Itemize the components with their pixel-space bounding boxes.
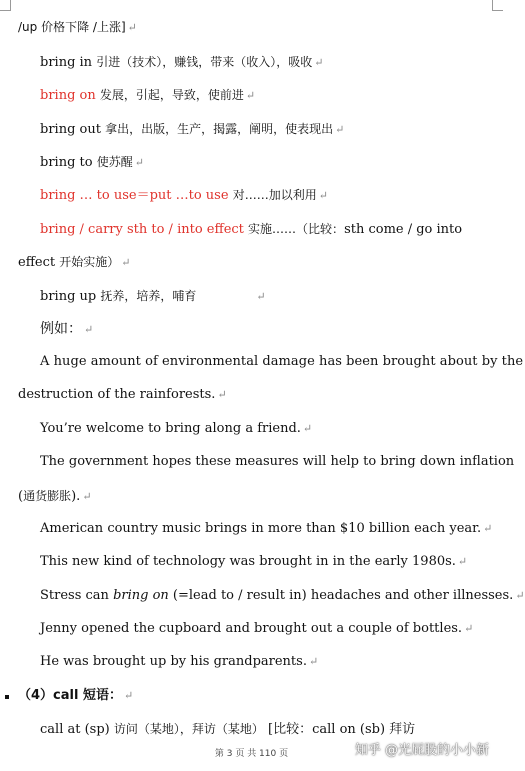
paragraph-mark-icon: ↵ (82, 490, 92, 503)
phrase-term: bring / carry sth to / into effect (40, 222, 244, 237)
example-text: ( (18, 489, 24, 504)
paragraph-mark-icon: ↵ (464, 622, 474, 635)
paragraph-mark-icon: ↵ (318, 189, 328, 202)
section-title: （4）call 短语： (18, 688, 122, 703)
paragraph-mark-icon: ↵ (515, 589, 525, 602)
phrase-term: bring to (40, 155, 93, 170)
paragraph-mark-icon: ↵ (84, 323, 94, 336)
page-footer: 第 3 页 共 110 页 (214, 749, 289, 759)
phrase-line (40, 53, 503, 72)
example-text: He was brought up by his grandparents. (40, 654, 307, 669)
bullet-icon (5, 695, 9, 699)
phrase-term: bring … to use＝put …to use (40, 188, 229, 203)
example-sentence (40, 587, 525, 605)
phrase-term: bring out (40, 122, 101, 137)
paragraph-mark-icon: ↵ (127, 21, 137, 34)
example-sentence (40, 653, 503, 671)
phrase-line (40, 720, 503, 739)
paragraph-mark-icon: ↵ (256, 290, 266, 303)
example-text: This new kind of technology was brought in in the early 1980s. (40, 554, 456, 569)
example-text: American country music brings in more than $10 billion each year. (40, 521, 482, 536)
phrase-meaning: 引进（技术），赚钱，带来（收入），吸收 (96, 55, 313, 69)
phrase-meaning: 实施……（比较： (248, 222, 345, 236)
example-text: Stress can (40, 588, 114, 603)
phrase-line (40, 86, 503, 105)
paragraph-mark-icon: ↵ (335, 123, 345, 136)
phrase-comparison: sth come / go into (344, 222, 463, 237)
paragraph-mark-icon: ↵ (308, 655, 319, 668)
phrase-meaning: 拿出，出版，生产，揭露，阐明，使表现出 (105, 122, 334, 136)
paragraph-mark-icon: ↵ (483, 522, 493, 535)
example-text: destruction of the rainforests. (18, 387, 216, 402)
paragraph-mark-icon: ↵ (123, 689, 134, 702)
example-text: (=lead to / result in) headaches and other illnesses. (168, 588, 514, 603)
phrase-term: bring on (40, 88, 96, 103)
paragraph-mark-icon: ↵ (457, 555, 468, 568)
example-sentence (40, 620, 503, 638)
phrase-meaning: 访问（某地），拜访（某地） (113, 722, 264, 736)
phrase-line (40, 120, 503, 139)
paragraph-mark-icon: ↵ (302, 422, 313, 435)
example-sentence (40, 353, 524, 371)
line-text: /up 价格下降 /上涨] (18, 20, 126, 34)
paragraph-mark-icon: ↵ (134, 156, 144, 169)
examples-heading (40, 320, 503, 339)
page-corner-top-right (492, 0, 503, 11)
paragraph-mark-icon: ↵ (314, 56, 324, 69)
phrase-meaning: 开始实施） (59, 255, 120, 269)
example-text: You’re welcome to bring along a friend. (40, 421, 301, 436)
phrase-meaning: 对……加以利用 (232, 188, 317, 202)
paragraph-mark-icon: ↵ (121, 256, 131, 269)
phrase-term: call at (sp) (40, 722, 110, 737)
phrase-term: bring in (40, 55, 93, 70)
phrase-meaning: 抚养，培养，哺育 (100, 289, 197, 303)
phrase-term: effect (18, 255, 56, 270)
phrase-meaning: 发展，引起，导致，使前进 (99, 88, 244, 102)
example-sentence-continued (18, 386, 503, 404)
example-sentence (40, 520, 503, 538)
phrase-comparison: [比较：call on (sb) 拜访 (268, 722, 416, 737)
example-sentence (40, 420, 503, 438)
examples-label: 例如： (40, 321, 82, 337)
phrase-line (40, 287, 503, 306)
phrase-line (40, 220, 503, 239)
example-text: 通货膨胀 (23, 489, 72, 503)
example-text: A huge amount of environmental damage has been brought about by the (40, 354, 524, 369)
example-text: ). (71, 489, 81, 504)
example-text: Jenny opened the cupboard and brought out a couple of bottles. (40, 621, 463, 636)
page-corner-top-left (0, 0, 11, 11)
text-line (18, 18, 503, 37)
example-sentence (40, 553, 503, 571)
phrase-meaning: 使苏醒 (96, 155, 133, 169)
phrase-line (40, 153, 503, 172)
phrase-line-continued (18, 253, 503, 272)
example-text-italic: bring on (113, 588, 169, 603)
example-sentence (40, 453, 515, 471)
section-heading (18, 687, 503, 705)
example-text: The government hopes these measures will help to bring down inflation (40, 454, 515, 469)
paragraph-mark-icon: ↵ (245, 89, 256, 102)
paragraph-mark-icon: ↵ (217, 388, 227, 401)
watermark: 知乎 @光屁股的小小新 (354, 743, 489, 758)
example-sentence-continued (18, 487, 503, 506)
phrase-line (40, 186, 503, 205)
phrase-term: bring up (40, 289, 97, 304)
